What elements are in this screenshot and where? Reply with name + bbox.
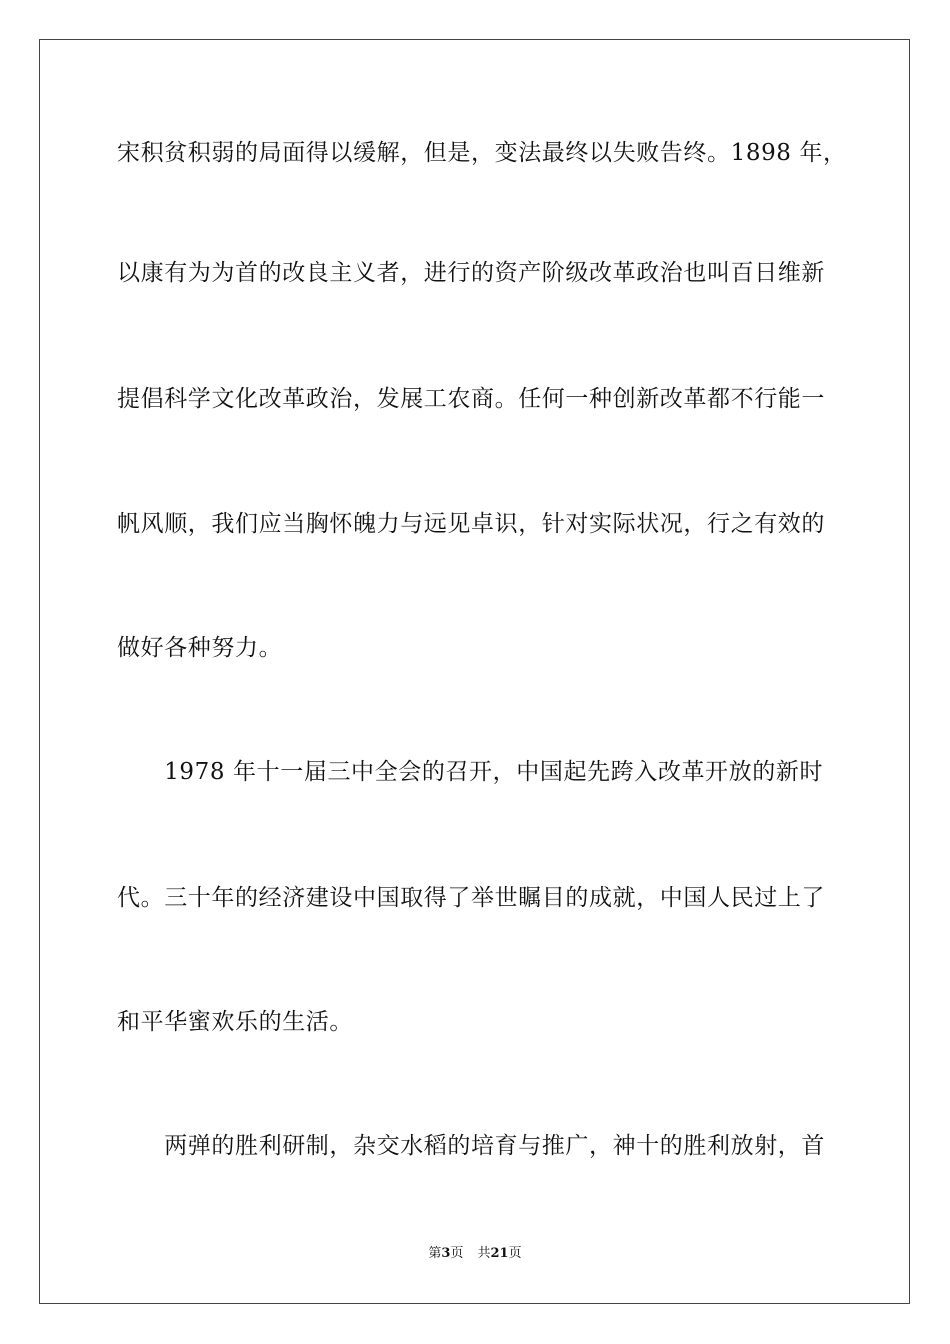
total-label-prefix: 共 bbox=[477, 1246, 491, 1261]
body-text-line: 帆风顺，我们应当胸怀魄力与远见卓识，针对实际状况，行之有效的 bbox=[117, 511, 825, 537]
page-label-suffix: 页 bbox=[450, 1246, 464, 1261]
body-text-line: 以康有为为首的改良主义者，进行的资产阶级改革政治也叫百日维新 bbox=[117, 260, 825, 286]
body-text-line: 提倡科学文化改革政治，发展工农商。任何一种创新改革都不行能一 bbox=[117, 386, 825, 412]
total-page-count: 21 bbox=[490, 1246, 509, 1261]
current-page-number: 3 bbox=[441, 1246, 451, 1261]
body-text-line: 和平华蜜欢乐的生活。 bbox=[117, 1009, 353, 1035]
paragraph-start-line: 两弹的胜利研制，杂交水稻的培育与推广，神十的胜利放射，首 bbox=[117, 1133, 825, 1159]
page-border bbox=[39, 39, 910, 1304]
body-text-line: 宋积贫积弱的局面得以缓解，但是，变法最终以失败告终。1898 年， bbox=[117, 140, 847, 166]
total-label-suffix: 页 bbox=[508, 1246, 522, 1261]
page-footer bbox=[0, 1245, 950, 1263]
body-text-line: 做好各种努力。 bbox=[117, 635, 283, 661]
paragraph-start-line: 1978 年十一届三中全会的召开，中国起先跨入改革开放的新时 bbox=[117, 759, 824, 785]
body-text-line: 代。三十年的经济建设中国取得了举世瞩目的成就，中国人民过上了 bbox=[117, 885, 825, 911]
page-label-prefix: 第 bbox=[428, 1246, 442, 1261]
